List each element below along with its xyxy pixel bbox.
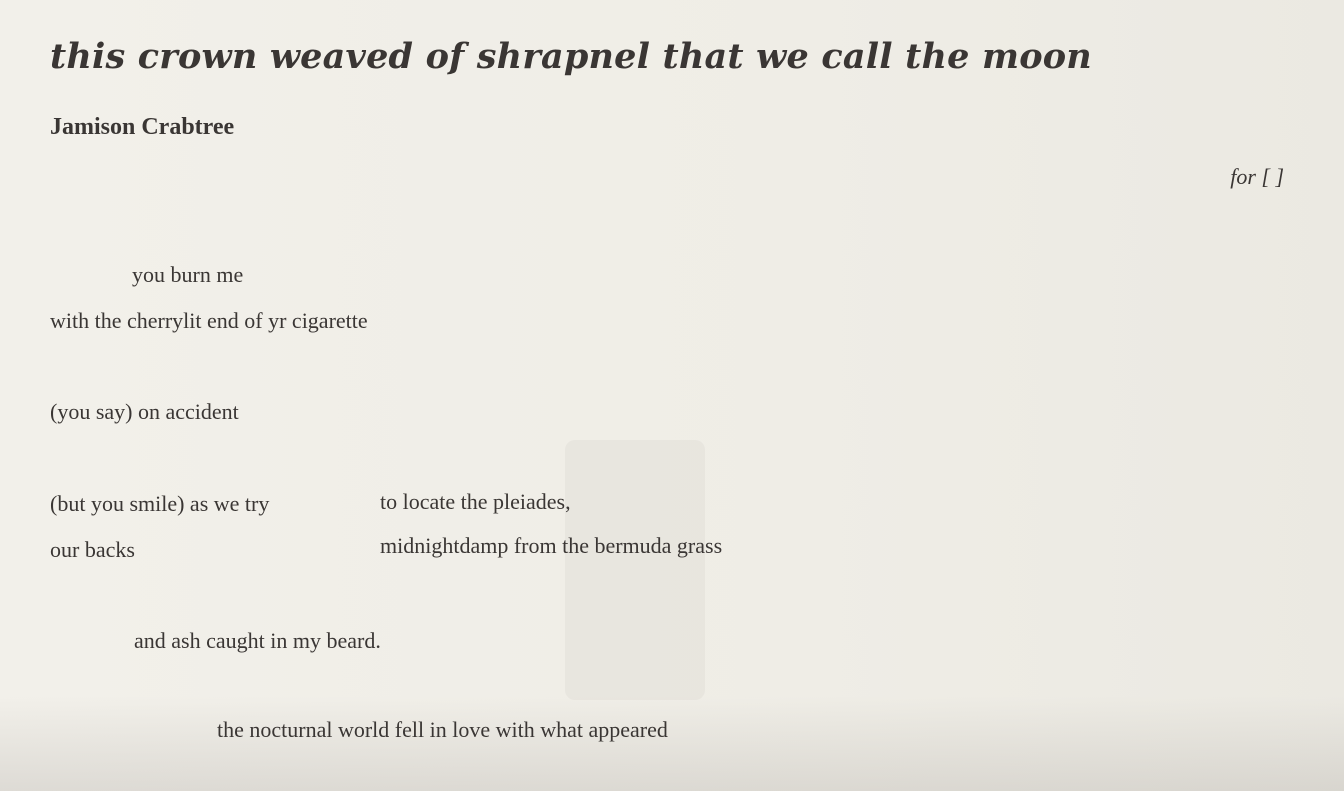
poem-dedication: for [ ] [1230, 164, 1284, 189]
poem-line-4-left: (but you smile) as we try [50, 491, 270, 516]
poem-line-6: and ash caught in my beard. [134, 628, 381, 653]
poem-line-2: with the cherrylit end of yr cigarette [50, 308, 368, 333]
poem-author: Jamison Crabtree [50, 114, 235, 140]
bleed-through-mark [565, 440, 705, 700]
poem-title: this crown weaved of shrapnel that we call the moon [50, 36, 1092, 77]
poem-line-7: the nocturnal world fell in love with what appeared [217, 717, 668, 742]
poem-line-5-left: our backs [50, 537, 135, 562]
poem-line-3: (you say) on accident [50, 399, 239, 424]
poem-line-5-right: midnightdamp from the bermuda grass [380, 533, 723, 558]
poem-line-1: you burn me [132, 262, 244, 287]
poem-line-4-right: to locate the pleiades, [380, 489, 571, 514]
